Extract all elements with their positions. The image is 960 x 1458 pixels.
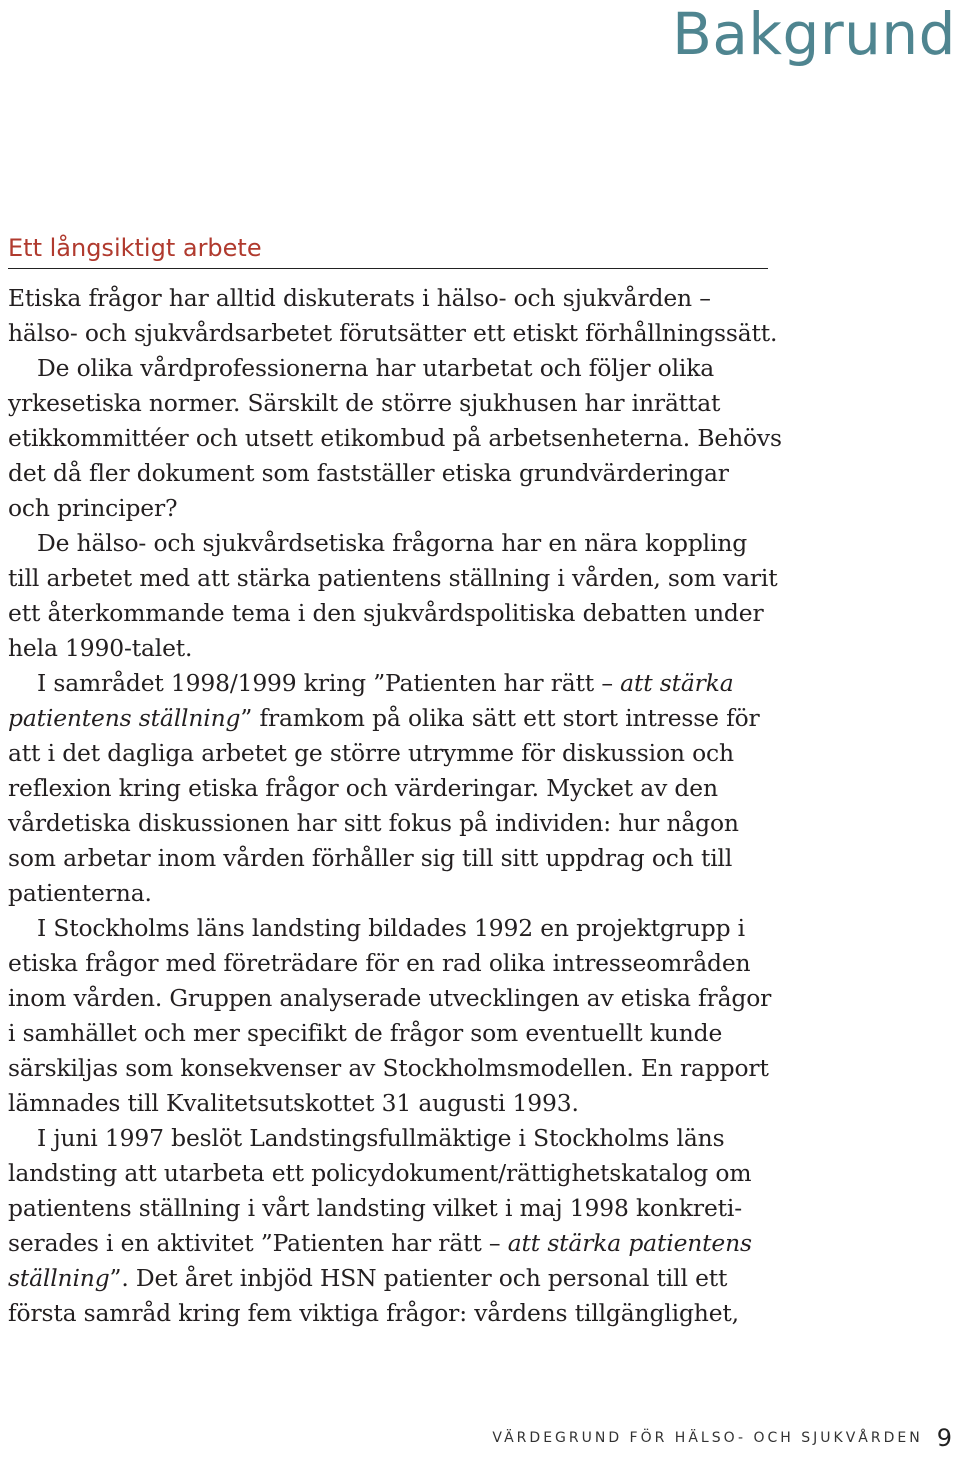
body-line: yrkesetiska normer. Särskilt de större sjukhusen har inrättat bbox=[8, 389, 721, 417]
body-line: patientens ställning i vårt landsting vilket i maj 1998 konkreti- bbox=[8, 1194, 742, 1222]
body-line: etikkommittéer och utsett etikombud på arbetsenheterna. Behövs bbox=[8, 424, 782, 452]
italic-title: att stärka patientens bbox=[507, 1229, 752, 1257]
body-line: första samråd kring fem viktiga frågor: vårdens tillgänglighet, bbox=[8, 1299, 739, 1327]
body-line: De hälso- och sjukvårdsetiska frågorna har en nära koppling bbox=[37, 529, 748, 557]
page-footer bbox=[492, 1420, 952, 1456]
body-line: som arbetar inom vården förhåller sig till sitt uppdrag och till bbox=[8, 844, 733, 872]
body-line: I Stockholms läns landsting bildades 1992 en projektgrupp i bbox=[37, 914, 746, 942]
body-line: inom vården. Gruppen analyserade utvecklingen av etiska frågor bbox=[8, 984, 772, 1012]
italic-title: att stärka bbox=[620, 669, 734, 697]
body-text bbox=[8, 281, 782, 1331]
body-line: och principer? bbox=[8, 494, 178, 522]
body-line: landsting att utarbeta ett policydokument/rättighetskatalog om bbox=[8, 1159, 752, 1187]
body-line: patienterna. bbox=[8, 879, 152, 907]
body-line: vårdetiska diskussionen har sitt fokus på individen: hur någon bbox=[8, 809, 739, 837]
body-line bbox=[8, 701, 778, 736]
body-text-segment: I samrådet 1998/1999 kring ”Patienten har rätt – bbox=[37, 669, 621, 697]
body-line: till arbetet med att stärka patientens ställning i vården, som varit bbox=[8, 564, 778, 592]
body-line: Etiska frågor har alltid diskuterats i hälso- och sjukvården – bbox=[8, 284, 711, 312]
body-line: lämnades till Kvalitetsutskottet 31 augusti 1993. bbox=[8, 1089, 579, 1117]
chapter-title: Bakgrund bbox=[672, 0, 956, 68]
body-line: i samhället och mer specifikt de frågor som eventuellt kunde bbox=[8, 1019, 723, 1047]
body-line: hela 1990-talet. bbox=[8, 634, 193, 662]
heading-rule bbox=[8, 268, 768, 269]
body-line: ett återkommande tema i den sjukvårdspolitiska debatten under bbox=[8, 599, 764, 627]
italic-title: patientens ställning bbox=[8, 704, 241, 732]
body-line: reflexion kring etiska frågor och värderingar. Mycket av den bbox=[8, 774, 718, 802]
body-line: hälso- och sjukvårdsarbetet förutsätter ett etiskt förhållningssätt. bbox=[8, 319, 778, 347]
section-heading: Ett långsiktigt arbete bbox=[8, 234, 262, 262]
body-text-segment: serades i en aktivitet ”Patienten har rätt – bbox=[8, 1229, 508, 1257]
body-line: De olika vårdprofessionerna har utarbetat och följer olika bbox=[37, 354, 715, 382]
page-number: 9 bbox=[936, 1424, 952, 1452]
body-line: särskiljas som konsekvenser av Stockholmsmodellen. En rapport bbox=[8, 1054, 769, 1082]
body-line bbox=[8, 666, 778, 701]
body-line bbox=[8, 1261, 778, 1296]
body-line: I juni 1997 beslöt Landstingsfullmäktige i Stockholms läns bbox=[37, 1124, 725, 1152]
italic-title: ställning bbox=[8, 1264, 110, 1292]
body-line: att i det dagliga arbetet ge större utrymme för diskussion och bbox=[8, 739, 734, 767]
body-text-segment: ”. Det året inbjöd HSN patienter och personal till ett bbox=[109, 1264, 728, 1292]
running-title: VÄRDEGRUND FÖR HÄLSO- OCH SJUKVÅRDEN bbox=[492, 1430, 923, 1446]
body-line: det då fler dokument som fastställer etiska grundvärderingar bbox=[8, 459, 729, 487]
body-line bbox=[8, 1226, 778, 1261]
body-text-segment: ” framkom på olika sätt ett stort intresse för bbox=[240, 704, 760, 732]
body-line: etiska frågor med företrädare för en rad olika intresseområden bbox=[8, 949, 751, 977]
